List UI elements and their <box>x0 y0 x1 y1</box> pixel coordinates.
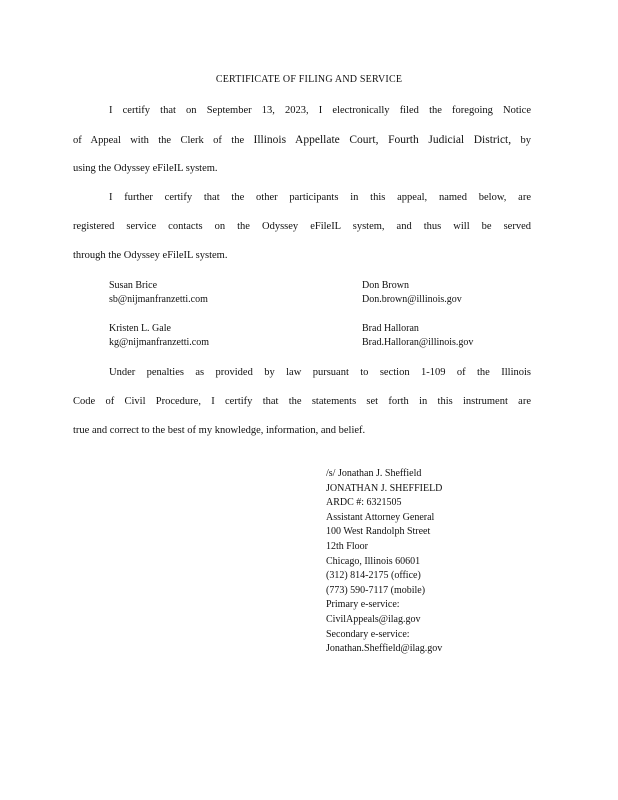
contact-name: Don Brown <box>362 280 409 291</box>
signer-name: JONATHAN J. SHEFFIELD <box>326 482 443 494</box>
filing-line-2-start: of Appeal with the Clerk of the <box>73 135 245 146</box>
signature-block <box>326 467 526 657</box>
secondary-service-email: Jonathan.Sheffield@ilag.gov <box>326 643 443 655</box>
filing-paragraph <box>73 104 531 191</box>
primary-service-email: CivilAppeals@ilag.gov <box>326 613 421 625</box>
certification-line-1: Under penalties as provided by law pursuant to section 1-109 of the Illinois <box>109 367 531 378</box>
contact-email: Brad.Halloran@illinois.gov <box>362 337 474 348</box>
contact-email: Don.brown@illinois.gov <box>362 294 462 305</box>
service-line-1: I further certify that the other participants in this appeal, named below, are <box>109 192 531 203</box>
document-title: CERTIFICATE OF FILING AND SERVICE <box>215 74 403 85</box>
filing-line-3: using the Odyssey eFileIL system. <box>73 163 218 174</box>
address-line: 12th Floor <box>326 540 368 552</box>
secondary-service-label: Secondary e-service: <box>326 628 410 640</box>
address-line: Chicago, Illinois 60601 <box>326 555 421 567</box>
service-line-2: registered service contacts on the Odyssey eFileIL system, and thus will be served <box>73 221 531 232</box>
contact-email: kg@nijmanfranzetti.com <box>109 337 210 348</box>
filing-line-1: I certify that on September 13, 2023, I electronically filed the foregoing Notice <box>109 105 531 116</box>
contact-email: sb@nijmanfranzetti.com <box>109 294 208 305</box>
service-paragraph <box>73 191 531 278</box>
contact-block <box>109 322 362 365</box>
court-name: Illinois Appellate Court, Fourth Judicial District, <box>253 134 512 146</box>
contact-block <box>109 279 362 322</box>
certification-paragraph <box>73 366 531 453</box>
contact-block <box>362 322 529 365</box>
phone-mobile: (773) 590-7117 (mobile) <box>326 584 426 596</box>
contact-row <box>109 322 529 365</box>
signer-title: Assistant Attorney General <box>326 511 435 523</box>
phone-office: (312) 814-2175 (office) <box>326 570 421 582</box>
address-line: 100 West Randolph Street <box>326 526 431 538</box>
contact-name: Kristen L. Gale <box>109 323 171 334</box>
certification-line-2: Code of Civil Procedure, I certify that the statements set forth in this instrument are <box>73 396 531 407</box>
service-line-3: through the Odyssey eFileIL system. <box>73 250 228 261</box>
contact-name: Brad Halloran <box>362 323 419 334</box>
filing-line-2 <box>73 133 531 162</box>
filing-line-2-end: by <box>520 135 531 146</box>
signature-line: /s/ Jonathan J. Sheffield <box>326 468 422 479</box>
contact-name: Susan Brice <box>109 280 158 291</box>
certification-line-3: true and correct to the best of my knowledge, information, and belief. <box>73 425 366 436</box>
ardc-number: ARDC #: 6321505 <box>326 497 402 509</box>
primary-service-label: Primary e-service: <box>326 599 400 611</box>
service-contacts <box>109 279 529 365</box>
contact-block <box>362 279 529 322</box>
contact-row <box>109 279 529 322</box>
